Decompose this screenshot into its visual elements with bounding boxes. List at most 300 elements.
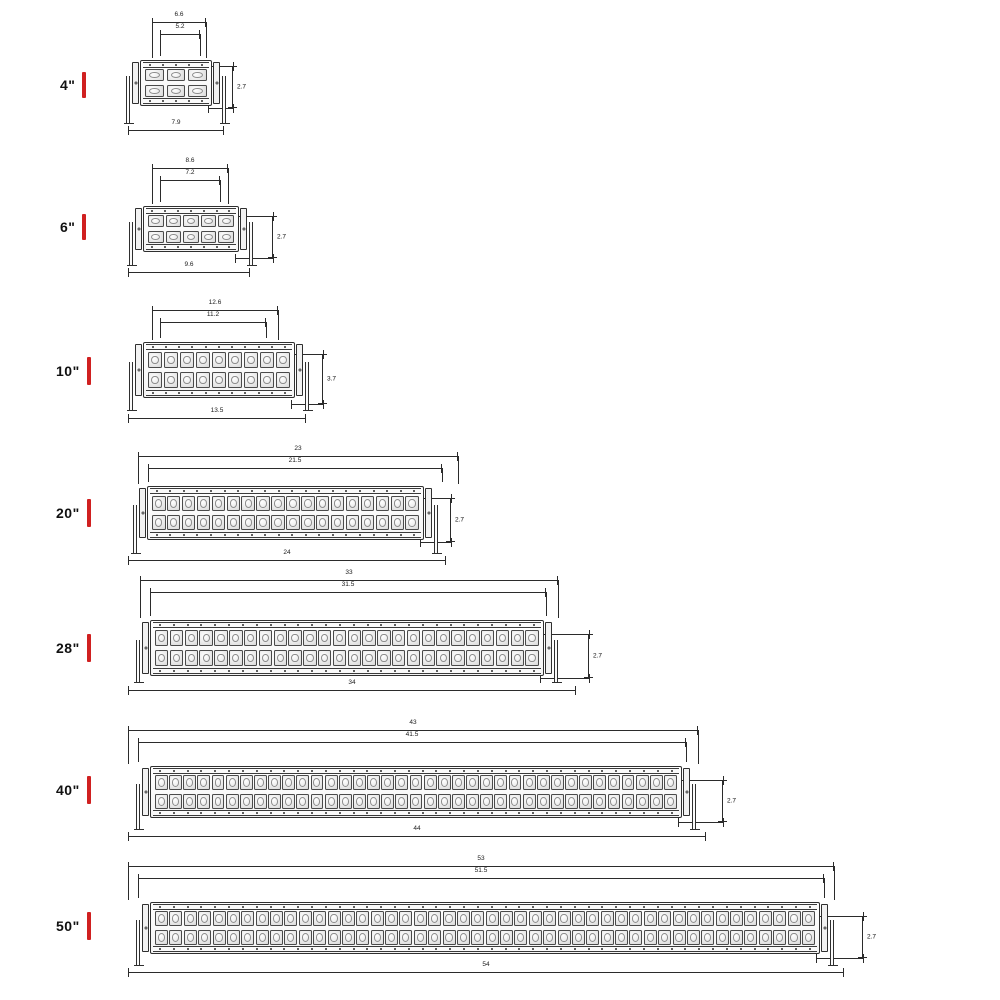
size-label-2 — [56, 357, 91, 385]
bolt-dot — [283, 906, 285, 908]
led-cell — [730, 911, 743, 926]
bolt-dot — [264, 534, 266, 536]
bolt-dot — [270, 670, 272, 672]
bolt-dot — [218, 392, 220, 394]
end-cap-l — [142, 622, 149, 674]
led-cell — [152, 496, 166, 511]
led-cell — [687, 911, 700, 926]
bolt-dot — [242, 948, 244, 950]
led-cell — [701, 911, 714, 926]
led-cell — [148, 231, 164, 243]
bolt-dot — [173, 948, 175, 950]
bolt-dot — [386, 534, 388, 536]
bolt-dot — [505, 812, 507, 814]
bolt-dot — [256, 770, 258, 772]
height-dimension-4 — [588, 634, 603, 678]
bolt-dot — [408, 670, 410, 672]
led-cell — [284, 930, 297, 945]
bolt-dot — [491, 624, 493, 626]
led-cell — [658, 930, 671, 945]
bolt-dot — [560, 770, 562, 772]
bolt-dot — [256, 812, 258, 814]
bolt-dot — [574, 906, 576, 908]
mounting-bracket-left — [126, 76, 130, 123]
led-cell — [802, 911, 815, 926]
led-cell — [407, 630, 420, 646]
led-cell — [213, 911, 226, 926]
end-cap-screw — [141, 512, 144, 515]
bolt-strip-bot — [146, 244, 236, 250]
led-cell — [155, 630, 168, 646]
bolt-dot — [332, 534, 334, 536]
bolt-dot — [380, 770, 382, 772]
bolt-dot — [311, 948, 313, 950]
led-cell — [155, 794, 168, 809]
bolt-dot — [196, 490, 198, 492]
housing-width-dimension-5-extension-line — [686, 742, 687, 762]
housing-width-dimension-0-value: 5.2 — [175, 23, 185, 30]
led-cell — [313, 911, 326, 926]
led-cell — [486, 930, 499, 945]
led-cell — [565, 775, 578, 790]
led-cell — [212, 372, 226, 388]
bolt-dot — [291, 490, 293, 492]
overall-width-dimension-5-value: 43 — [409, 719, 417, 726]
bolt-dot — [629, 948, 631, 950]
led-cell — [629, 911, 642, 926]
housing-width-dimension-1-extension-line — [220, 180, 221, 202]
overall-width-dimension-0-extension-line — [152, 22, 153, 58]
end-cap-r — [425, 488, 432, 538]
led-cell — [424, 775, 437, 790]
bolt-dot — [228, 670, 230, 672]
bolt-dot — [214, 948, 216, 950]
end-cap-screw — [144, 927, 147, 930]
accent-bar — [82, 214, 86, 240]
end-cap-screw — [685, 791, 688, 794]
bolt-dot — [518, 770, 520, 772]
bolt-dot — [601, 812, 603, 814]
end-cap-r — [683, 768, 690, 816]
size-label-text: 20" — [56, 505, 80, 521]
led-cell — [481, 630, 494, 646]
bolt-dot — [318, 490, 320, 492]
bolt-dot — [228, 210, 230, 212]
bolt-dot — [190, 246, 192, 248]
led-cell — [328, 930, 341, 945]
bolt-dot — [359, 490, 361, 492]
led-cell — [399, 911, 412, 926]
led-cell — [466, 794, 479, 809]
led-cell — [346, 515, 360, 530]
led-cell — [274, 630, 287, 646]
led-cell — [169, 775, 182, 790]
housing-width-dimension-2-extension-line — [160, 322, 161, 338]
bolt-dot — [353, 624, 355, 626]
bolt-dot — [242, 906, 244, 908]
height-extension-bottom-4 — [540, 678, 590, 679]
led-cell — [331, 496, 345, 511]
bolt-dot — [151, 210, 153, 212]
led-cell — [276, 352, 290, 368]
end-cap-l — [132, 62, 139, 104]
bolt-dot — [258, 392, 260, 394]
led-cell — [759, 911, 772, 926]
bolt-dot — [149, 100, 151, 102]
bolt-dot — [408, 906, 410, 908]
bolt-dot — [615, 812, 617, 814]
overall-width-dimension-5-extension-line — [698, 730, 699, 764]
bolt-dot — [712, 948, 714, 950]
overall-width-dimension-4-value: 33 — [345, 569, 353, 576]
led-cell — [773, 930, 786, 945]
led-cell — [228, 372, 242, 388]
bolt-dot — [684, 906, 686, 908]
led-cell — [529, 911, 542, 926]
bolt-dot — [311, 670, 313, 672]
bolt-dot — [256, 948, 258, 950]
bolt-dot — [149, 64, 151, 66]
bolt-dot — [380, 906, 382, 908]
led-cell — [399, 930, 412, 945]
bolt-dot — [271, 346, 273, 348]
led-cell — [362, 630, 375, 646]
bolt-strip-bot — [150, 532, 421, 538]
led-cell — [214, 650, 227, 666]
bolt-dot — [366, 812, 368, 814]
bolt-dot — [408, 624, 410, 626]
bolt-dot — [394, 770, 396, 772]
led-row — [145, 85, 207, 97]
bolt-dot — [159, 948, 161, 950]
led-cell — [480, 775, 493, 790]
led-cell — [551, 775, 564, 790]
led-row — [148, 372, 290, 388]
bolt-dot — [311, 770, 313, 772]
bolt-dot — [629, 770, 631, 772]
bolt-dot — [159, 770, 161, 772]
led-cell — [658, 911, 671, 926]
led-cell — [276, 372, 290, 388]
bolt-dot — [190, 210, 192, 212]
led-cell — [361, 496, 375, 511]
bolt-dot — [754, 948, 756, 950]
led-cell — [537, 794, 550, 809]
led-cell — [303, 650, 316, 666]
bolt-dot — [332, 490, 334, 492]
bolt-dot — [505, 906, 507, 908]
led-cell — [405, 496, 419, 511]
bolt-dot — [325, 670, 327, 672]
bolt-dot — [601, 770, 603, 772]
bolt-dot — [187, 948, 189, 950]
bolt-dot — [210, 534, 212, 536]
led-cell — [471, 911, 484, 926]
led-cell — [759, 930, 772, 945]
bolt-dot — [463, 770, 465, 772]
bolt-dot — [228, 948, 230, 950]
led-cell — [414, 930, 427, 945]
led-cell — [716, 930, 729, 945]
led-cell — [701, 930, 714, 945]
bolt-strip-top — [153, 768, 679, 774]
bolt-dot — [546, 770, 548, 772]
bolt-dot — [156, 490, 158, 492]
led-cell — [525, 630, 538, 646]
bolt-dot — [187, 812, 189, 814]
led-cell — [288, 630, 301, 646]
led-cell — [494, 775, 507, 790]
height-dimension-6-value: 2.7 — [867, 933, 877, 941]
bolt-dot — [237, 534, 239, 536]
bolt-dot — [657, 948, 659, 950]
bolt-dot — [214, 624, 216, 626]
bolt-dot — [394, 948, 396, 950]
bolt-dot — [188, 100, 190, 102]
led-cell — [558, 930, 571, 945]
led-cell — [509, 794, 522, 809]
led-cell — [551, 794, 564, 809]
led-cell — [673, 930, 686, 945]
bolt-dot — [435, 770, 437, 772]
led-cell — [325, 775, 338, 790]
bolt-dot — [781, 948, 783, 950]
bolt-dot — [284, 392, 286, 394]
led-cell — [443, 911, 456, 926]
led-cell — [348, 650, 361, 666]
led-cell — [167, 85, 186, 97]
bolt-dot — [684, 948, 686, 950]
bolt-dot — [615, 948, 617, 950]
bolt-dot — [156, 534, 158, 536]
bolt-dot — [519, 624, 521, 626]
bolt-dot — [173, 624, 175, 626]
overall-width-dimension-1-value: 8.6 — [185, 157, 195, 164]
bolt-dot — [657, 770, 659, 772]
led-cell — [593, 775, 606, 790]
led-row — [155, 794, 677, 809]
led-cell — [303, 630, 316, 646]
bolt-dot — [657, 812, 659, 814]
bolt-dot — [353, 770, 355, 772]
height-dimension-4-value: 2.7 — [593, 652, 603, 660]
end-cap-screw — [298, 369, 301, 372]
bolt-dot — [231, 392, 233, 394]
led-cell — [511, 650, 524, 666]
led-cell — [227, 496, 241, 511]
mount-width-dimension-4-value: 34 — [348, 679, 356, 686]
bolt-dot — [283, 770, 285, 772]
led-cell — [256, 515, 270, 530]
led-cell — [579, 775, 592, 790]
mounting-bracket-right — [692, 784, 696, 829]
size-label-text: 10" — [56, 363, 80, 379]
bolt-dot — [270, 906, 272, 908]
light-bar-drawing-5 — [150, 766, 682, 818]
led-cell — [802, 930, 815, 945]
end-cap-l — [135, 344, 142, 396]
led-cell — [228, 352, 242, 368]
led-cell — [212, 775, 225, 790]
height-extension-bottom-6 — [816, 958, 864, 959]
bolt-dot — [311, 624, 313, 626]
housing-width-dimension-6 — [138, 867, 824, 879]
led-cell — [166, 215, 182, 227]
bolt-dot — [601, 906, 603, 908]
led-cell — [218, 231, 234, 243]
led-cell — [260, 352, 274, 368]
led-cell — [155, 930, 168, 945]
overall-width-dimension-2-extension-line — [278, 310, 279, 340]
housing-width-dimension-4 — [150, 581, 546, 593]
end-cap-screw — [134, 82, 137, 85]
end-cap-screw — [427, 512, 430, 515]
bolt-dot — [726, 948, 728, 950]
bolt-dot — [463, 906, 465, 908]
bolt-dot — [183, 490, 185, 492]
overall-width-dimension-1-extension-line — [152, 168, 153, 204]
led-cell — [164, 352, 178, 368]
height-dimension-0-value: 2.7 — [237, 83, 247, 91]
bolt-dot — [367, 624, 369, 626]
end-cap-r — [296, 344, 303, 396]
led-cell — [452, 794, 465, 809]
bolt-dot — [436, 624, 438, 626]
bolt-dot — [373, 534, 375, 536]
led-cell — [333, 630, 346, 646]
bolt-dot — [284, 624, 286, 626]
housing-width-dimension-0-extension-line — [160, 34, 161, 56]
bolt-dot — [740, 906, 742, 908]
led-cell — [377, 650, 390, 666]
bolt-dot — [318, 534, 320, 536]
led-row — [148, 352, 290, 368]
bolt-dot — [373, 490, 375, 492]
bolt-dot — [228, 624, 230, 626]
led-cell — [451, 650, 464, 666]
led-cell — [244, 650, 257, 666]
bolt-dot — [214, 906, 216, 908]
bolt-dot — [643, 948, 645, 950]
housing-width-dimension-4-value: 31.5 — [341, 581, 355, 588]
led-cell — [155, 775, 168, 790]
led-cell — [414, 911, 427, 926]
led-cell — [615, 930, 628, 945]
bolt-dot — [643, 812, 645, 814]
bolt-dot — [237, 490, 239, 492]
led-cell — [212, 352, 226, 368]
bolt-dot — [175, 100, 177, 102]
led-grid — [152, 496, 419, 530]
led-cell — [500, 911, 513, 926]
end-cap-screw — [215, 82, 218, 85]
led-cell — [457, 930, 470, 945]
led-cell — [644, 911, 657, 926]
bolt-dot — [546, 948, 548, 950]
bolt-dot — [187, 624, 189, 626]
led-cell — [443, 930, 456, 945]
led-cell — [543, 930, 556, 945]
housing-width-dimension-5-value: 41.5 — [405, 731, 419, 738]
bolt-dot — [205, 392, 207, 394]
led-cell — [227, 930, 240, 945]
bolt-dot — [588, 906, 590, 908]
bolt-dot — [560, 948, 562, 950]
led-cell — [284, 911, 297, 926]
bolt-dot — [408, 948, 410, 950]
bolt-dot — [518, 906, 520, 908]
size-label-text: 28" — [56, 640, 80, 656]
bolt-dot — [601, 948, 603, 950]
mounting-bracket-left — [136, 784, 140, 829]
led-cell — [381, 775, 394, 790]
bolt-dot — [450, 624, 452, 626]
bolt-dot — [178, 346, 180, 348]
led-cell — [268, 775, 281, 790]
mount-width-dimension-2 — [128, 407, 306, 419]
bolt-dot — [394, 624, 396, 626]
overall-width-dimension-4-extension-line — [140, 580, 141, 618]
led-cell — [167, 69, 186, 81]
overall-width-dimension-6-extension-line — [128, 866, 129, 900]
led-cell — [318, 650, 331, 666]
mounting-bracket-left — [133, 505, 137, 553]
height-dimension-3 — [450, 498, 465, 542]
bolt-dot — [767, 906, 769, 908]
bolt-dot — [270, 812, 272, 814]
bolt-dot — [271, 392, 273, 394]
bolt-dot — [196, 534, 198, 536]
led-cell — [244, 352, 258, 368]
bolt-strip-top — [153, 622, 541, 628]
bolt-strip-top — [150, 488, 421, 494]
bolt-dot — [560, 906, 562, 908]
led-cell — [299, 911, 312, 926]
led-cell — [452, 775, 465, 790]
end-cap-l — [142, 768, 149, 816]
bolt-dot — [242, 812, 244, 814]
overall-width-dimension-4-extension-line — [558, 580, 559, 618]
led-cell — [188, 85, 207, 97]
bolt-dot — [698, 948, 700, 950]
led-cell — [339, 794, 352, 809]
bolt-dot — [353, 670, 355, 672]
bolt-dot — [698, 906, 700, 908]
led-cell — [608, 775, 621, 790]
led-cell — [286, 515, 300, 530]
led-cell — [486, 911, 499, 926]
led-cell — [241, 911, 254, 926]
end-cap-screw — [137, 369, 140, 372]
led-cell — [622, 794, 635, 809]
housing-width-dimension-2 — [160, 311, 266, 323]
led-cell — [511, 630, 524, 646]
led-row — [155, 775, 677, 790]
led-cell — [148, 372, 162, 388]
bolt-dot — [151, 246, 153, 248]
led-cell — [572, 930, 585, 945]
bolt-dot — [754, 906, 756, 908]
bolt-dot — [164, 246, 166, 248]
end-cap-screw — [137, 228, 140, 231]
led-cell — [371, 930, 384, 945]
led-cell — [367, 794, 380, 809]
bolt-dot — [532, 812, 534, 814]
bolt-dot — [588, 812, 590, 814]
bolt-dot — [200, 948, 202, 950]
led-grid — [155, 630, 539, 666]
led-cell — [586, 930, 599, 945]
